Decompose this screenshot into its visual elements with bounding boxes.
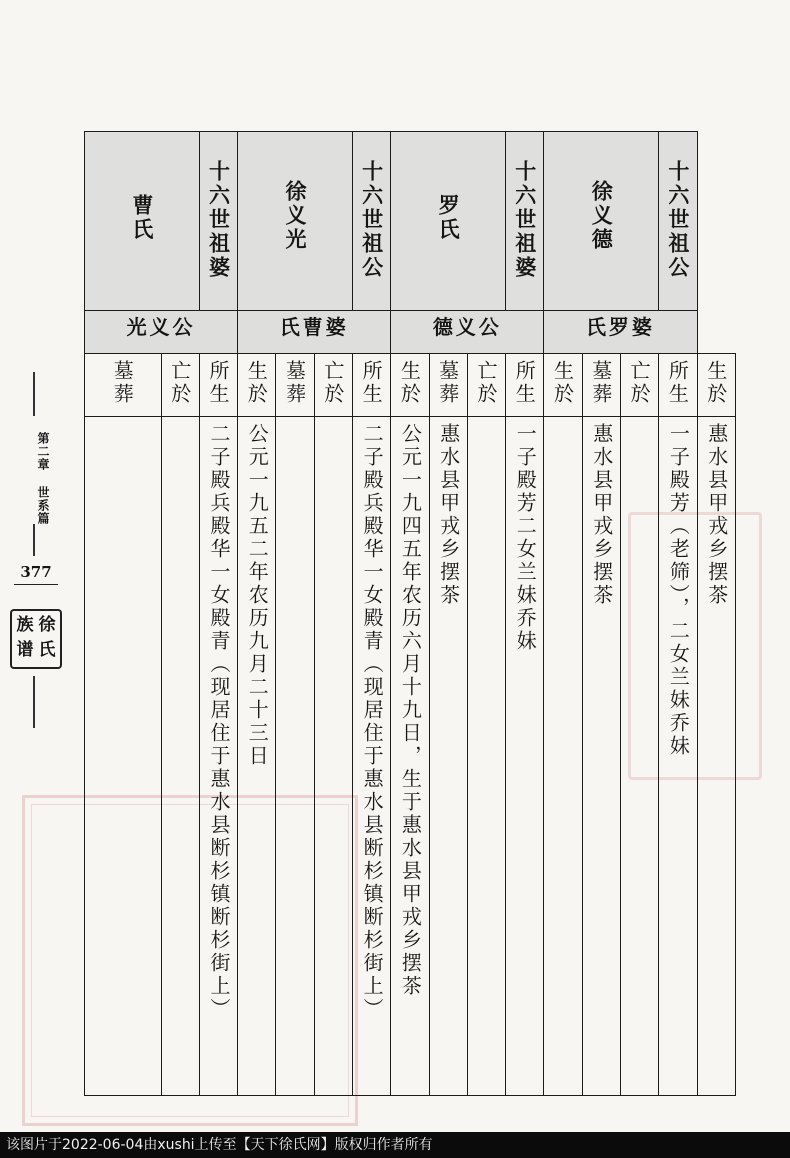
field-label-text: 亡於 — [627, 360, 652, 406]
margin-rule-top — [33, 372, 35, 416]
value-mu-deyi — [429, 417, 467, 1096]
value-mu-guangyi — [85, 417, 162, 1096]
value-suo-luopo — [659, 417, 697, 1096]
value-sheng-guangyi — [238, 417, 276, 1096]
value-suo-deyi — [506, 417, 544, 1096]
field-label-text: 所生 — [665, 360, 690, 406]
name-text: 十六世祖婆 — [512, 160, 537, 280]
name-cell-16-po-1 — [506, 132, 544, 311]
field-label-sheng — [238, 354, 276, 417]
field-label-wang — [467, 354, 505, 417]
value-mu-caopo — [276, 417, 314, 1096]
name-cell-16-gong-2 — [352, 132, 390, 311]
page-number: 377 — [14, 563, 58, 585]
name-text: 十六世祖公 — [665, 160, 690, 280]
field-label-wang — [161, 354, 199, 417]
value-text: 一子殿芳（老筛），二女兰妹乔妹 — [666, 423, 691, 758]
spouse-tag-caopo: 氏曹婆 — [238, 311, 391, 354]
name-text: 徐义德 — [589, 180, 614, 252]
value-text: 二子殿兵殿华一女殿青（现居住于惠水县断杉镇断杉街上） — [206, 423, 231, 1021]
name-cell-cao — [85, 132, 200, 311]
value-wang-guangyi — [161, 417, 199, 1096]
spouse-tag-row — [85, 311, 736, 354]
field-label-mu — [582, 354, 620, 417]
field-label-text: 生於 — [550, 360, 575, 406]
field-label-text: 所生 — [359, 360, 384, 406]
field-label-text: 亡於 — [167, 360, 192, 406]
field-label-wang — [314, 354, 352, 417]
margin-rule-bottom — [33, 676, 35, 728]
field-value-row — [85, 417, 736, 1096]
watermark-footer: 该图片于2022-06-04由xushi上传至【天下徐氏网】版权归作者所有 — [0, 1132, 790, 1158]
field-label-text: 所生 — [512, 360, 537, 406]
field-label-text: 生於 — [244, 360, 269, 406]
value-text: 惠水县甲戎乡摆茶 — [704, 423, 729, 607]
logo-char: 徐 — [38, 615, 56, 635]
field-label-sheng — [697, 354, 736, 417]
margin-rule-mid — [33, 524, 35, 556]
name-cell-xu-yiguang — [238, 132, 353, 311]
field-label-suo — [352, 354, 390, 417]
field-label-text: 亡於 — [473, 360, 498, 406]
field-label-text: 墓葬 — [282, 360, 307, 406]
value-mu-luopo — [582, 417, 620, 1096]
field-label-text: 亡於 — [320, 360, 345, 406]
value-suo-guangyi — [199, 417, 237, 1096]
genealogy-table — [84, 131, 736, 1096]
value-text: 一子殿芳二女兰妹乔妹 — [513, 423, 538, 653]
chapter-label: 第二章 世系篇 — [36, 432, 50, 525]
logo-char: 谱 — [16, 640, 34, 660]
field-label-mu — [276, 354, 314, 417]
spouse-tag-guangyi: 光义公 — [85, 311, 238, 354]
value-sheng-deyi — [544, 417, 582, 1096]
field-label-sheng — [391, 354, 429, 417]
name-row — [85, 132, 736, 311]
field-label-text: 墓葬 — [435, 360, 460, 406]
value-suo-caopo — [352, 417, 390, 1096]
value-wang-caopo — [314, 417, 352, 1096]
logo-char: 族 — [16, 615, 34, 635]
value-sheng-caopo — [391, 417, 429, 1096]
xu-clan-logo — [10, 609, 62, 669]
name-text: 徐义光 — [283, 180, 308, 252]
name-text: 十六世祖婆 — [206, 160, 231, 280]
field-label-suo — [659, 354, 697, 417]
name-text: 曹氏 — [129, 194, 154, 242]
name-text: 十六世祖公 — [359, 160, 384, 280]
field-label-mu — [85, 354, 162, 417]
field-label-text: 生於 — [703, 360, 728, 406]
value-text: 公元一九五二年农历九月二十三日 — [245, 423, 270, 768]
name-text: 罗氏 — [436, 194, 461, 242]
value-wang-deyi — [467, 417, 505, 1096]
value-text: 公元一九四五年农历六月十九日，生于惠水县甲戎乡摆茶 — [398, 423, 423, 998]
name-cell-16-gong-1 — [659, 132, 697, 311]
field-label-wang — [620, 354, 658, 417]
field-label-text: 生於 — [397, 360, 422, 406]
name-cell-16-po-2 — [199, 132, 237, 311]
spouse-tag-deyi: 德义公 — [391, 311, 544, 354]
value-text: 惠水县甲戎乡摆茶 — [589, 423, 614, 607]
field-label-text: 墓葬 — [110, 360, 135, 406]
field-label-text: 墓葬 — [588, 360, 613, 406]
value-wang-luopo — [620, 417, 658, 1096]
value-text: 惠水县甲戎乡摆茶 — [436, 423, 461, 607]
field-label-sheng — [544, 354, 582, 417]
value-text: 二子殿兵殿华一女殿青（现居住于惠水县断杉镇断杉街上） — [360, 423, 385, 1021]
field-label-mu — [429, 354, 467, 417]
logo-char: 氏 — [38, 640, 56, 660]
field-label-text: 所生 — [205, 360, 230, 406]
value-sheng-luopo — [697, 417, 736, 1096]
field-label-suo — [199, 354, 237, 417]
spouse-tag-luopo: 氏罗婆 — [544, 311, 697, 354]
name-cell-xu-yide — [544, 132, 659, 311]
field-header-row — [85, 354, 736, 417]
name-cell-luo — [391, 132, 506, 311]
field-label-suo — [506, 354, 544, 417]
